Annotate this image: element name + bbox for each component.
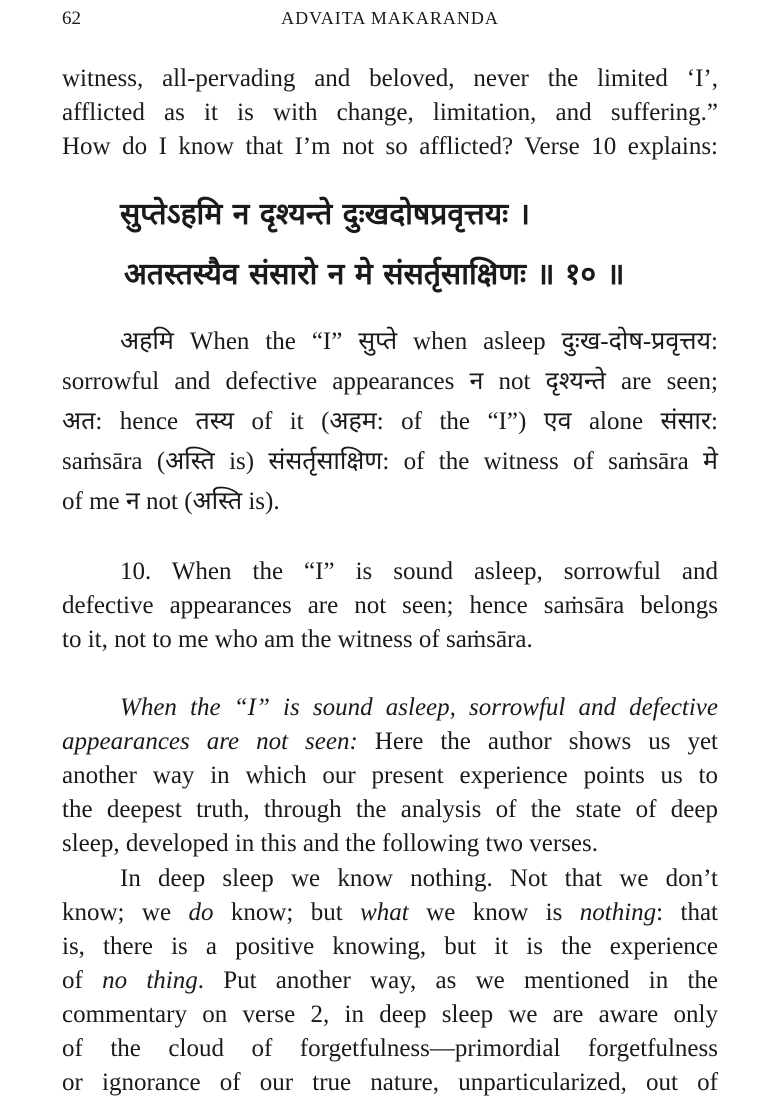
text-segment: the deepest truth, through the analysis of the state of deep — [62, 796, 718, 823]
text-line — [62, 132, 718, 162]
text-segment: commentary on verse 2, in deep sleep we are aware only — [62, 1001, 718, 1028]
text-segment: How do I know that I’m not so afflicted? Verse 10 explains: — [62, 133, 718, 160]
italic-text: appearances are not seen: — [62, 728, 358, 755]
text-segment: Here the author shows us yet — [357, 728, 719, 755]
text-line — [62, 64, 718, 94]
text-line — [62, 625, 718, 655]
text-line — [120, 327, 718, 357]
text-line — [62, 898, 718, 928]
text-segment: of me न not (अस्ति is). — [62, 488, 280, 515]
text-line — [62, 447, 718, 477]
text-segment: is, there is a positive knowing, but it is the experience — [62, 933, 718, 960]
text-line — [62, 591, 718, 621]
italic-text: nothing — [579, 899, 657, 926]
text-segment: sleep, developed in this and the following two verses. — [62, 830, 598, 857]
text-segment: sorrowful and defective appearances न not दृश्यन्ते are seen; — [62, 368, 718, 395]
text-segment: . Put another way, as we mentioned in the — [197, 967, 718, 994]
text-line — [120, 864, 718, 894]
text-line — [62, 932, 718, 962]
text-segment: witness, all-pervading and beloved, never the limited ‘I’, — [62, 65, 718, 92]
text-line — [62, 98, 718, 128]
text-line — [62, 1068, 718, 1098]
text-line — [120, 557, 718, 587]
italic-text: what — [360, 899, 409, 926]
text-segment: afflicted as it is with change, limitation, and suffering.” — [62, 99, 718, 126]
text-line — [62, 761, 718, 791]
text-line — [62, 829, 718, 859]
text-segment: 10. When the “I” is sound asleep, sorrowful and — [120, 558, 718, 585]
text-segment: or ignorance of our true nature, unparticularized, out of — [62, 1069, 718, 1096]
verse-line-2: अतस्तस्यैव संसारो न मे संसर्तृसाक्षिणः ॥ १० ॥ — [124, 257, 625, 292]
italic-text: When the “I” is sound asleep, sorrowful and defective — [120, 694, 718, 721]
text-segment: of the cloud of forgetfulness—primordial forgetfulness — [62, 1035, 718, 1062]
text-segment: अहमि When the “I” सुप्ते when asleep दुःख-दोष-प्रवृत्तय: — [120, 328, 718, 355]
text-line — [62, 407, 718, 437]
text-line — [62, 1000, 718, 1030]
italic-text: do — [188, 899, 214, 926]
text-segment: : that — [656, 899, 718, 926]
text-segment: know; but — [213, 899, 361, 926]
italic-text: no thing — [102, 967, 198, 994]
page-number: 62 — [62, 8, 81, 29]
running-title: ADVAITA MAKARANDA — [281, 8, 499, 28]
text-segment: saṁsāra (अस्ति is) संसर्तृसाक्षिण: of the witness of saṁsāra मे — [62, 448, 718, 475]
text-line — [62, 727, 718, 757]
verse-line-1: सुप्तेऽहमि न दृश्यन्ते दुःखदोषप्रवृत्तयः । — [120, 197, 530, 232]
text-segment: to it, not to me who am the witness of saṁsāra. — [62, 626, 533, 653]
text-line — [62, 795, 718, 825]
text-segment: अत: hence तस्य of it (अहम: of the “I”) एव alone संसार: — [62, 408, 718, 435]
text-line — [62, 367, 718, 397]
text-segment: we know is — [408, 899, 580, 926]
text-line — [62, 966, 718, 996]
text-line — [62, 487, 718, 517]
text-segment: defective appearances are not seen; hence saṁsāra belongs — [62, 592, 718, 619]
text-segment: of — [62, 967, 103, 994]
text-segment: know; we — [62, 899, 189, 926]
text-line — [120, 693, 718, 723]
text-line — [62, 1034, 718, 1064]
text-segment: another way in which our present experience points us to — [62, 762, 718, 789]
text-segment: In deep sleep we know nothing. Not that we don’t — [120, 865, 718, 892]
